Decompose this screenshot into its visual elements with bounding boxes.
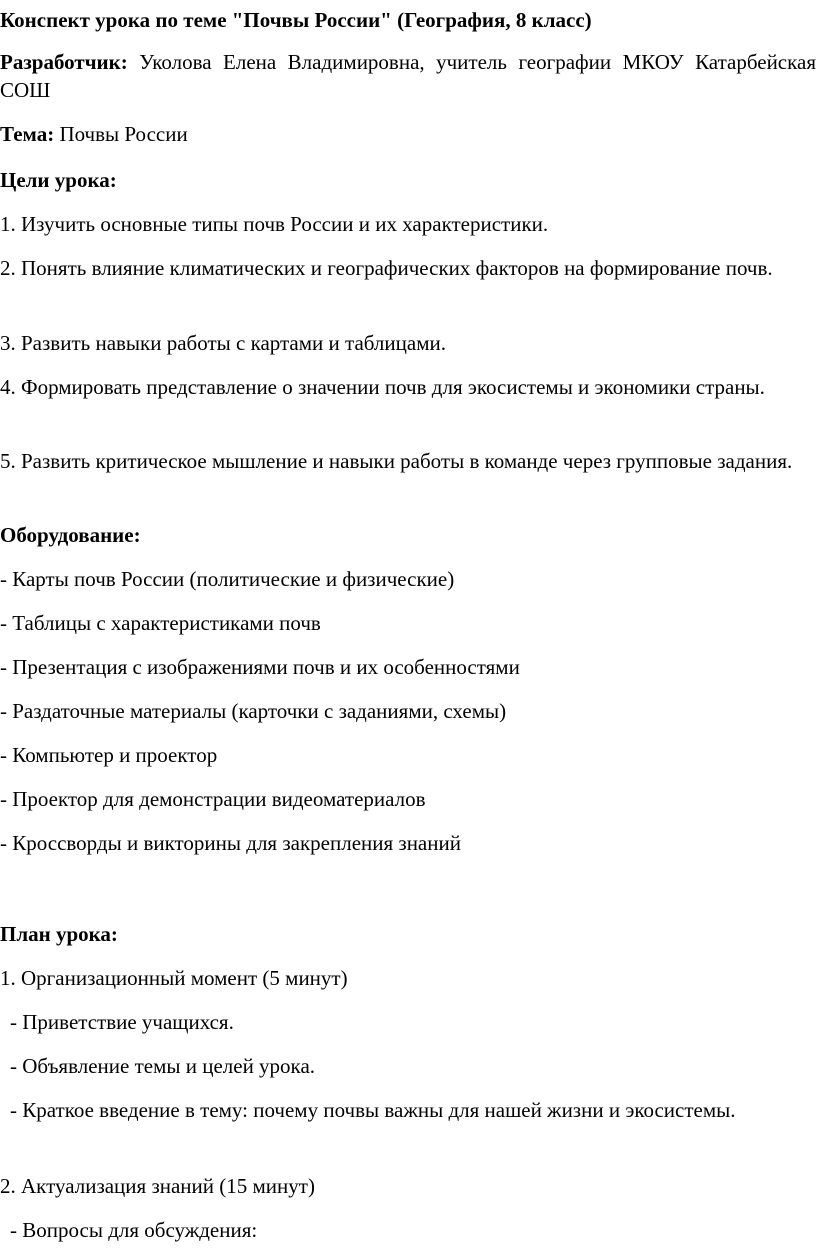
plan-step-1-item: - Объявление темы и целей урока.: [10, 1054, 316, 1078]
goal-item: 4. Формировать представление о значении почв для экосистемы и экономики страны.: [0, 375, 765, 399]
document-title: Конспект урока по теме "Почвы России" (География, 8 класс): [0, 8, 592, 32]
equipment-item: - Кроссворды и викторины для закрепления знаний: [0, 831, 461, 855]
plan-step-2-item: - Вопросы для обсуждения:: [10, 1218, 258, 1242]
plan-step-1-item: [0, 1096, 816, 1124]
developer-label: Разработчик:: [0, 50, 128, 74]
goals-heading: Цели урока:: [0, 168, 117, 192]
equipment-item: - Карты почв России (политические и физические): [0, 567, 455, 591]
equipment-item: - Компьютер и проектор: [0, 743, 218, 767]
developer-line: [0, 48, 816, 104]
topic-line: [0, 120, 816, 148]
developer-value: Уколова Елена Владимировна, учитель географии МКОУ Катарбейская СОШ: [0, 50, 816, 102]
goal-item: 5. Развить критическое мышление и навыки работы в команде через групповые задания.: [0, 449, 793, 473]
goal-item: 2. Понять влияние климатических и географических факторов на формирование почв.: [0, 256, 773, 280]
plan-step-2: 2. Актуализация знаний (15 минут): [0, 1174, 315, 1198]
plan-step-1: 1. Организационный момент (5 минут): [0, 966, 348, 990]
equipment-item: - Презентация с изображениями почв и их особенностями: [0, 655, 520, 679]
topic-label: Тема:: [0, 122, 55, 146]
goal-item: 1. Изучить основные типы почв России и их характеристики.: [0, 212, 549, 236]
equipment-heading: Оборудование:: [0, 523, 141, 547]
goal-item: 3. Развить навыки работы с картами и таблицами.: [0, 331, 446, 355]
plan-step-1-item-text: - Краткое введение в тему: почему почвы важны для нашей жизни и экосистемы.: [10, 1098, 736, 1122]
equipment-item: - Раздаточные материалы (карточки с заданиями, схемы): [0, 699, 507, 723]
plan-heading: План урока:: [0, 922, 118, 946]
plan-step-1-item: - Приветствие учащихся.: [10, 1010, 234, 1034]
equipment-item: - Проектор для демонстрации видеоматериалов: [0, 787, 426, 811]
topic-value: Почвы России: [54, 122, 188, 146]
equipment-item: - Таблицы с характеристиками почв: [0, 611, 321, 635]
